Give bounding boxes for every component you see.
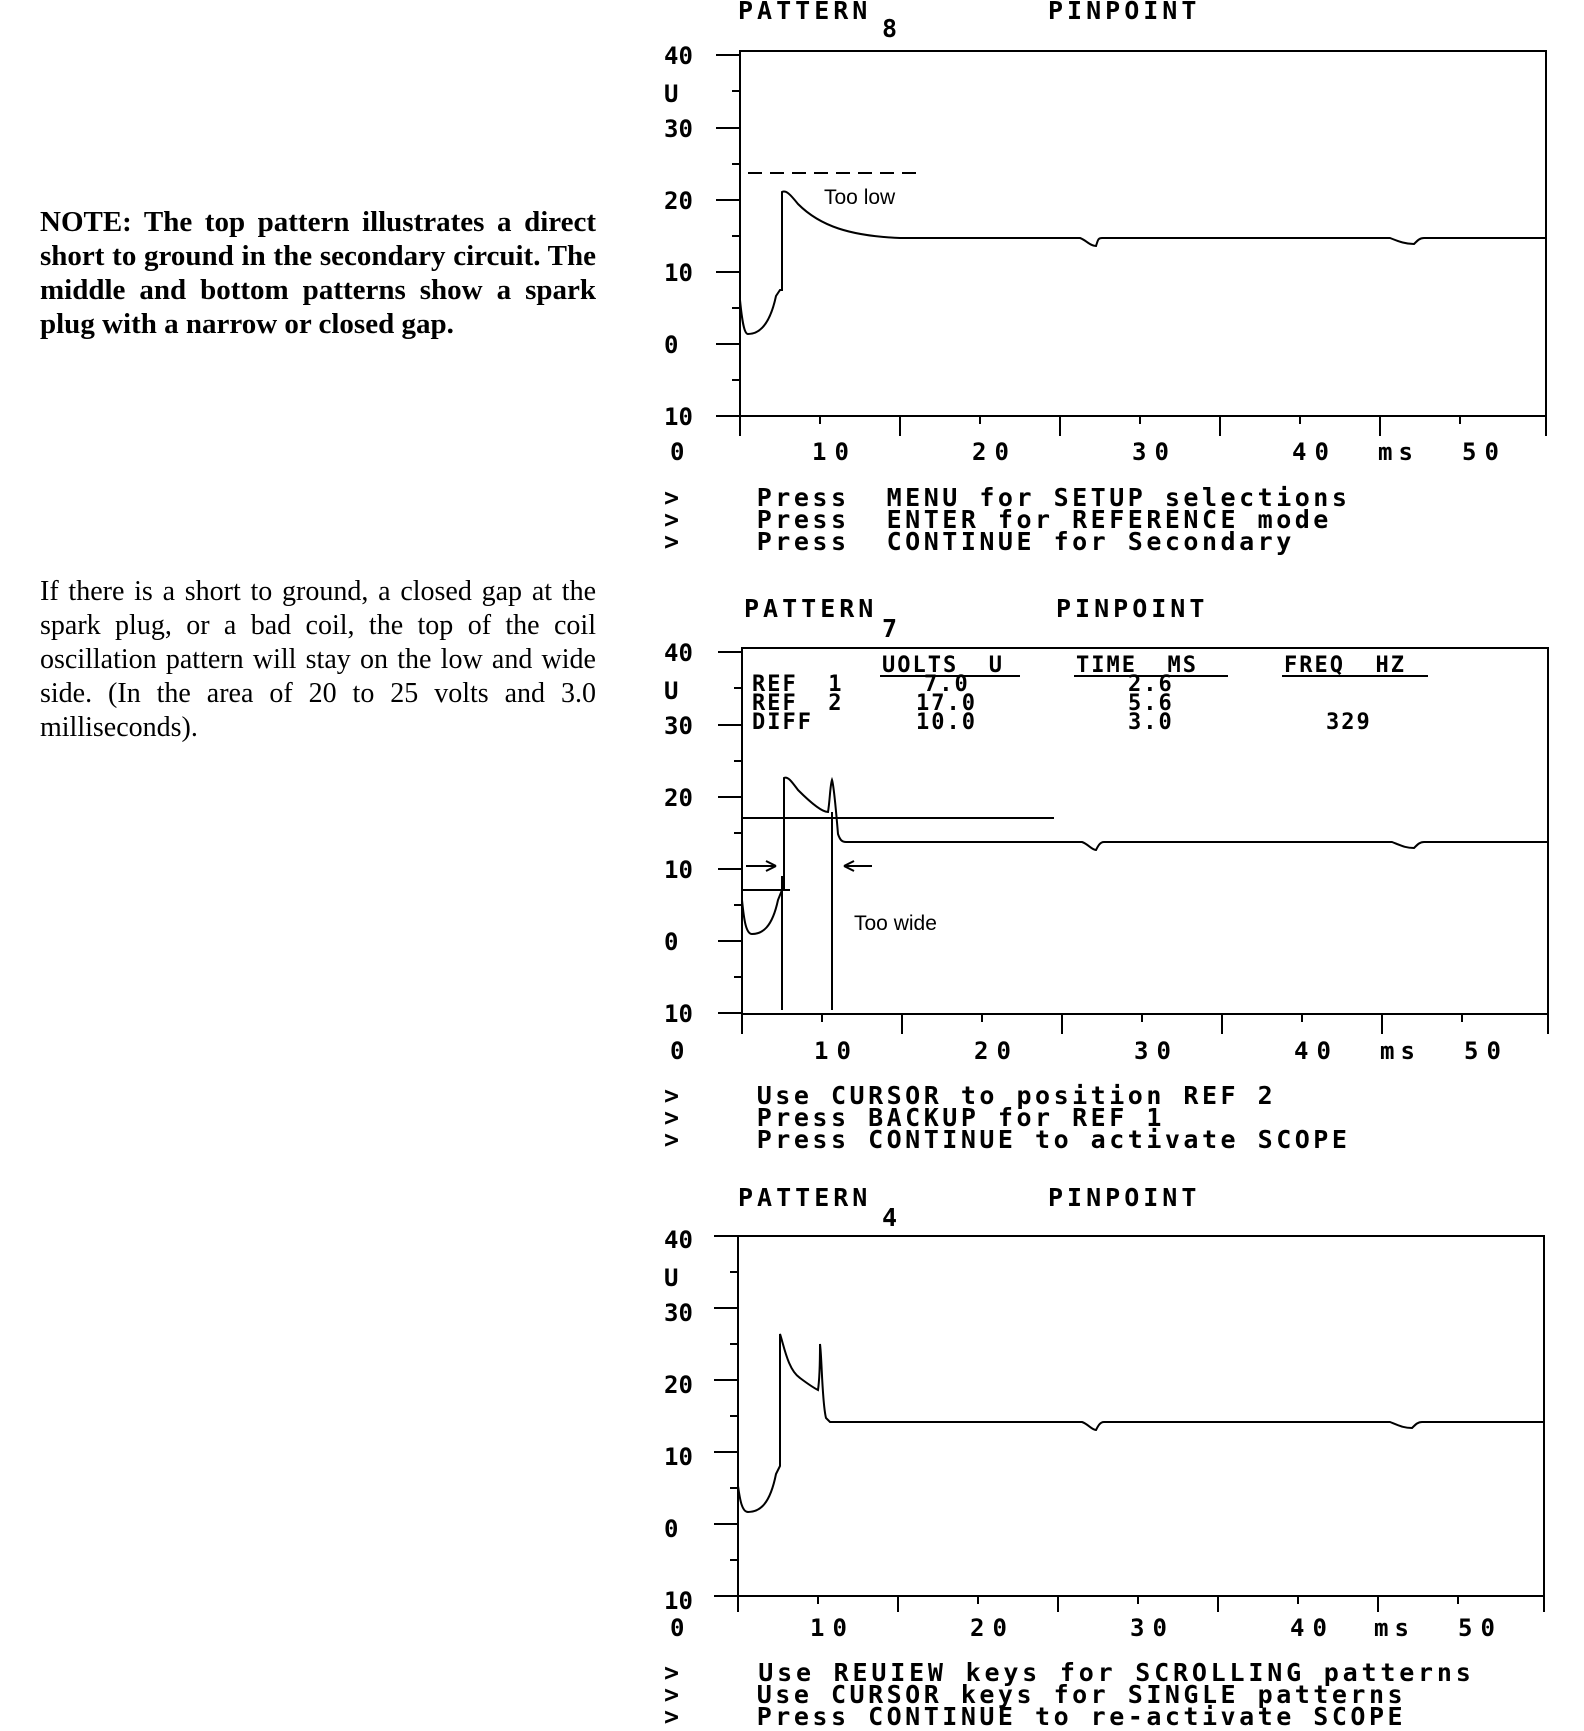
x-tick-label: 30	[1134, 1037, 1179, 1065]
readout-freq: 329	[1326, 710, 1372, 735]
y-tick-label: 30	[664, 115, 693, 143]
mode-label: PINPOINT	[1048, 0, 1201, 25]
y-tick-label: 0	[664, 331, 679, 359]
too-low-annotation: Too low	[824, 186, 896, 209]
y-tick-label: 20	[664, 784, 693, 812]
readout-volts: 17.0	[916, 691, 977, 716]
explanation-paragraph: If there is a short to ground, a closed gap at the spark plug, or a bad coil, the top of the coil oscillation pattern will stay on the low and wide side. (In the area of 20 to 25 volts and 3.0 milliseconds).	[40, 576, 596, 743]
x-tick-label: 10	[814, 1037, 859, 1065]
y-unit-label: U	[664, 677, 679, 705]
y-tick-label: 10	[664, 1587, 693, 1615]
prompt-line: > Press CONTINUE to re-activate SCOPE	[664, 1702, 1407, 1731]
too-wide-annotation: Too wide	[854, 912, 937, 935]
prompt-line: > Press CONTINUE for Secondary	[664, 527, 1295, 556]
prompt-line: > Press CONTINUE to activate SCOPE	[664, 1125, 1351, 1154]
x-tick-label: 40	[1294, 1037, 1339, 1065]
pattern-label: PATTERN	[744, 594, 878, 623]
y-tick-label: 30	[664, 1299, 693, 1327]
y-tick-label: 10	[664, 1000, 693, 1028]
pattern-number: 8	[882, 14, 902, 43]
prompt-line: > Use REUIEW keys for SCROLLING patterns	[664, 1658, 1475, 1687]
x-tick-label: 30	[1130, 1614, 1175, 1642]
y-tick-label: 10	[664, 259, 693, 287]
readout-time: 5.6	[1128, 691, 1174, 716]
x-tick-label: 20	[974, 1037, 1019, 1065]
pattern-label: PATTERN	[738, 0, 872, 25]
y-tick-label: 10	[664, 1443, 693, 1471]
readout-volts: 10.0	[916, 710, 977, 735]
x-tick-label: 40	[1292, 438, 1337, 466]
mode-label: PINPOINT	[1056, 594, 1209, 623]
readout-time: 3.0	[1128, 710, 1174, 735]
y-tick-label: 0	[664, 1515, 679, 1543]
prompt-line: > Press ENTER for REFERENCE mode	[664, 505, 1332, 534]
prompt-line: > Use CURSOR keys for SINGLE patterns	[664, 1680, 1407, 1709]
x-tick-label: 30	[1132, 438, 1177, 466]
y-tick-label: 20	[664, 187, 693, 215]
x-ticks	[738, 1596, 1544, 1612]
secondary-waveform	[738, 1334, 1544, 1512]
readout-row-label: REF 1	[752, 672, 844, 697]
x-tick-label: 50	[1462, 438, 1507, 466]
readout-row-label: DIFF	[752, 710, 813, 735]
plot-frame	[738, 1236, 1544, 1596]
y-tick-label: 30	[664, 712, 693, 740]
prompt-line: > Press BACKUP for REF 1	[664, 1103, 1165, 1132]
prompt-line: > Use CURSOR to position REF 2	[664, 1081, 1277, 1110]
x-tick-label: 0	[670, 438, 685, 466]
x-tick-label: 0	[670, 1614, 685, 1642]
pattern-number: 7	[882, 614, 902, 643]
y-tick-label: 10	[664, 403, 693, 431]
y-tick-label: 0	[664, 928, 679, 956]
mode-label: PINPOINT	[1048, 1183, 1201, 1212]
y-unit-label: U	[664, 80, 679, 108]
pattern-label: PATTERN	[738, 1183, 872, 1212]
readout-volts: 7.0	[924, 672, 970, 697]
x-tick-label: 40	[1290, 1614, 1335, 1642]
y-tick-label: 40	[664, 1226, 693, 1254]
y-tick-label: 20	[664, 1371, 693, 1399]
x-tick-label: 0	[670, 1037, 685, 1065]
readout-time: 2.6	[1128, 672, 1174, 697]
readout-header-volts: UOLTS U	[882, 653, 1004, 678]
y-tick-label: 40	[664, 639, 693, 667]
x-unit-label: ms	[1378, 438, 1419, 466]
readout-header-freq: FREQ HZ	[1284, 653, 1406, 678]
x-tick-label: 10	[812, 438, 857, 466]
x-tick-label: 50	[1458, 1614, 1503, 1642]
note-paragraph: NOTE: The top pattern illustrates a direct short to ground in the secondary circuit. The middle and bottom patterns show a spark plug with a narrow or closed gap.	[40, 206, 596, 340]
x-tick-label: 10	[810, 1614, 855, 1642]
readout-row-label: REF 2	[752, 691, 844, 716]
x-tick-label: 20	[972, 438, 1017, 466]
readout-header-time: TIME MS	[1076, 653, 1198, 678]
y-minor-ticks	[730, 1272, 738, 1560]
x-tick-label: 20	[970, 1614, 1015, 1642]
y-tick-label: 40	[664, 42, 693, 70]
x-unit-label: ms	[1380, 1037, 1421, 1065]
y-unit-label: U	[664, 1264, 679, 1292]
pattern-number: 4	[882, 1203, 902, 1232]
prompt-line: > Press MENU for SETUP selections	[664, 483, 1351, 512]
x-tick-label: 50	[1464, 1037, 1509, 1065]
x-unit-label: ms	[1374, 1614, 1415, 1642]
y-tick-label: 10	[664, 856, 693, 884]
